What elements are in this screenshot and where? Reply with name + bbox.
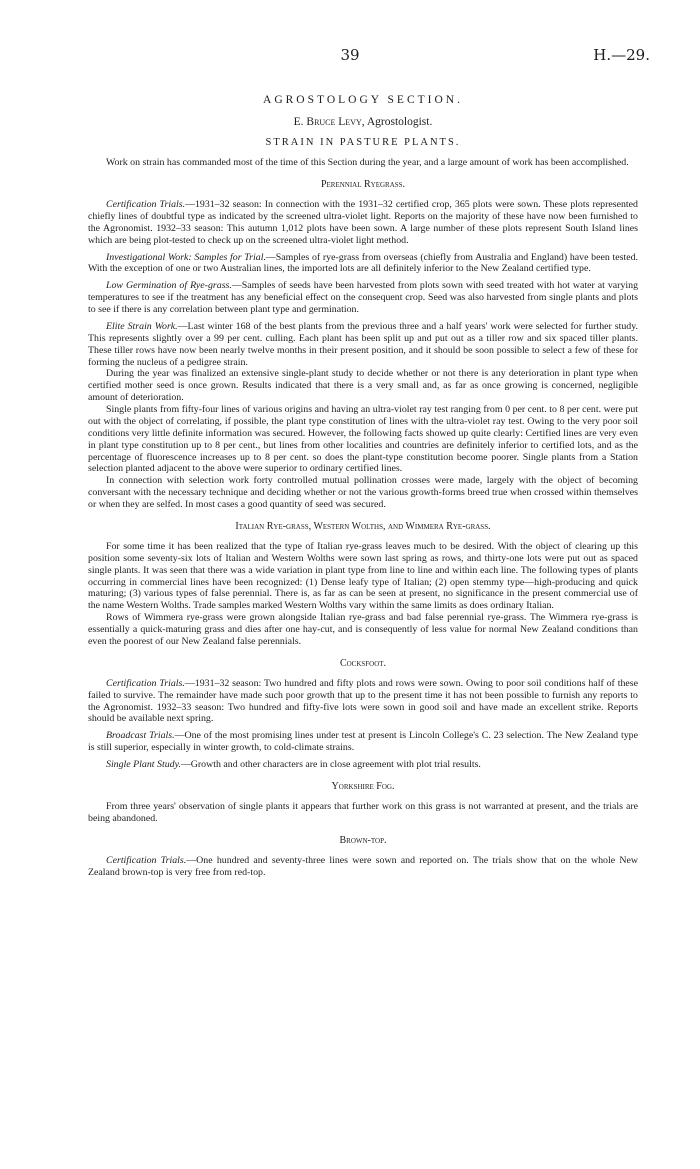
page-body	[88, 88, 638, 883]
subsection-title: STRAIN IN PASTURE PLANTS.	[265, 136, 461, 148]
paragraph-text: —Samples of rye-grass from overseas (chiefly from Australia and England) have been tested. With the exception of one or two Australian lines, the imported lots are all definitely inferior to the New Zealand certified type.	[88, 251, 638, 275]
heading-yorkshire-fog: Yorkshire Fog.	[331, 780, 395, 792]
heading-brown-top: Brown-top.	[339, 834, 387, 846]
heading-italian-ryegrass: Italian Rye-grass, Western Wolths, and Wimmera Rye-grass.	[235, 520, 491, 532]
paragraph-single-plants: Single plants from fifty-four lines of various origins and having an ultra-violet ray test ranging from 0 per cent. to 8 per cent. were put out with the object of correlating, if possible, the plant type constitution of lines with the ultra-violet ray test. Owing to the very poor soil conditions very little definite information was secured. However, the following facts showed up quite clearly: Certified lines are very even in plant type constitution up to 8 per cent., but lines from other localities and countries are definitely inferior to certified lots, and as the percentage of fluorescence increases up to 8 per cent. so does the plant-type constitution become poorer. Single plants from a Station selection planted adjacent to the above were superior to ordinary certified lines.	[88, 404, 638, 475]
author-role: , Agrostologist.	[361, 115, 433, 128]
paragraph-yorkshire-fog: From three years' observation of single plants it appears that further work on this grass is not warranted at present, and the trials are being abandoned.	[88, 800, 638, 824]
page-number: 39	[340, 46, 360, 64]
author-line	[88, 116, 638, 130]
paragraph-label: Investigational Work: Samples for Trial.	[106, 251, 266, 263]
paragraph-wimmera: Rows of Wimmera rye-grass were grown alongside Italian rye-grass and bad false perennial rye-grass. The Wimmera rye-grass is essentially a quick-maturing grass and dies after one hay-cut, and is consequently of less value for normal New Zealand conditions than even the poorest of our New Zealand false perennials.	[88, 612, 638, 647]
paragraph-text: —Last winter 168 of the best plants from the previous three and a half years' work were selected for further study. This represents slightly over a 99 per cent. culling. Each plant has been split up and put out as a tiller row and six spaced tiller plants. These tiller rows have now been nearly twelve months in their present position, and it should be soon possible to select a few of these for forming the nucleus of a pedigree strain.	[88, 320, 638, 368]
paragraph-italian-types: For some time it has been realized that the type of Italian rye-grass leaves much to be desired. With the object of clearing up this position some seventy-six lots of Italian and Western Wolths were sown last spring as rows, and thirty-one lots were put out as spaced single plants. It was seen that there was a wide variation in plant type from line to line and within each line. The following types of plants occurring in commercial lines have been recognized: (1) Dense leafy type of Italian; (2) open stemmy type—high-producing and quick maturing; (3) various types of false perennial. There is, as far as can be seen at present, no significance in the present commercial use of the name Western Wolths. Trade samples marked Western Wolths vary within the same limits as does ordinary Italian.	[88, 540, 638, 612]
paragraph-text: —Growth and other characters are in close agreement with plot trial results.	[180, 759, 481, 771]
paragraph-pollination-crosses: In connection with selection work forty controlled mutual pollination crosses were made, largely with the object of becoming conversant with the necessary technique and deciding whether or not the various growth-forms breed true when crossed within themselves or when they are selfed. In most cases a good quantity of seed was secured.	[88, 475, 638, 511]
section-title: AGROSTOLOGY SECTION.	[263, 94, 463, 106]
paragraph-certification-trials	[88, 199, 638, 247]
paragraph-label: Certification Trials.	[106, 199, 186, 211]
paragraph-label: Certification Trials.	[106, 854, 187, 866]
intro-paragraph: Work on strain has commanded most of the time of this Section during the year, and a large amount of work has been accomplished.	[106, 157, 629, 169]
paragraph-low-germination	[88, 280, 638, 316]
paragraph-label: Elite Strain Work.	[106, 320, 178, 332]
paragraph-label: Broadcast Trials.	[106, 730, 175, 742]
paragraph-text: —Samples of seeds have been harvested from plots sown with seed treated with hot water at varying temperatures to see if the treatment has any beneficial effect on the consequent crop. Seed was also harvested from single plants and plots to see if there is any correlation between plant type and germination.	[88, 280, 639, 316]
heading-perennial-ryegrass: Perennial Ryegrass.	[320, 179, 406, 191]
heading-cocksfoot: Cocksfoot.	[339, 657, 387, 669]
paragraph-label: Low Germination of Rye-grass.	[106, 280, 232, 292]
paragraph-label: Certification Trials.	[106, 677, 185, 689]
paragraph-single-plant-study	[88, 759, 638, 771]
paragraph-investigational-work	[88, 252, 638, 276]
paragraph-text: —1931–32 season: Two hundred and fifty plots and rows were sown. Owing to poor soil conditions half of these failed to survive. The remainder have made such poor growth that up to the present time it has not been possible to furnish any reports to the Agronomist. 1932–33 season: Two hundred and fifty-five lots were sown in good soil and have made an excellent strike. Reports should be available next spring.	[88, 677, 638, 725]
paragraph-text: —1931–32 season: In connection with the 1931–32 certified crop, 365 plots were sown. These plots represented chiefly lines of doubtful type as indicated by the screened ultra-violet light. Reports on the majority of these have now been furnished to the Agronomist. 1932–33 season: This autumn 1,012 plots have been sown. A large number of these plots represent South Island lines which are being plot-tested to check up on the screened ultra-violet light method.	[88, 199, 638, 246]
paragraph-deterioration-study: During the year was finalized an extensive single-plant study to decide whether or not there is any deterioration in plant type when certified mother seed is once grown. Results indicated that there is a very small and, as far as once growing is concerned, negligible amount of deterioration.	[88, 368, 638, 404]
paragraph-text: —One hundred and seventy-three lines were sown and reported on. The trials show that on the whole New Zealand brown-top is very free from red-top.	[88, 854, 638, 878]
paragraph-label: Single Plant Study.	[106, 759, 181, 771]
page-reference: H.—29.	[593, 46, 650, 64]
paragraph-text: —One of the most promising lines under test at present is Lincoln College's C. 23 selection. The New Zealand type is still superior, especially in winter growth, to cold-climate strains.	[88, 730, 638, 754]
paragraph-brown-top	[88, 855, 638, 879]
paragraph-cocksfoot-certification	[88, 678, 638, 726]
paragraph-elite-strain	[88, 321, 638, 369]
paragraph-broadcast-trials	[88, 730, 638, 754]
author-name: E. Bruce Levy	[293, 115, 362, 128]
